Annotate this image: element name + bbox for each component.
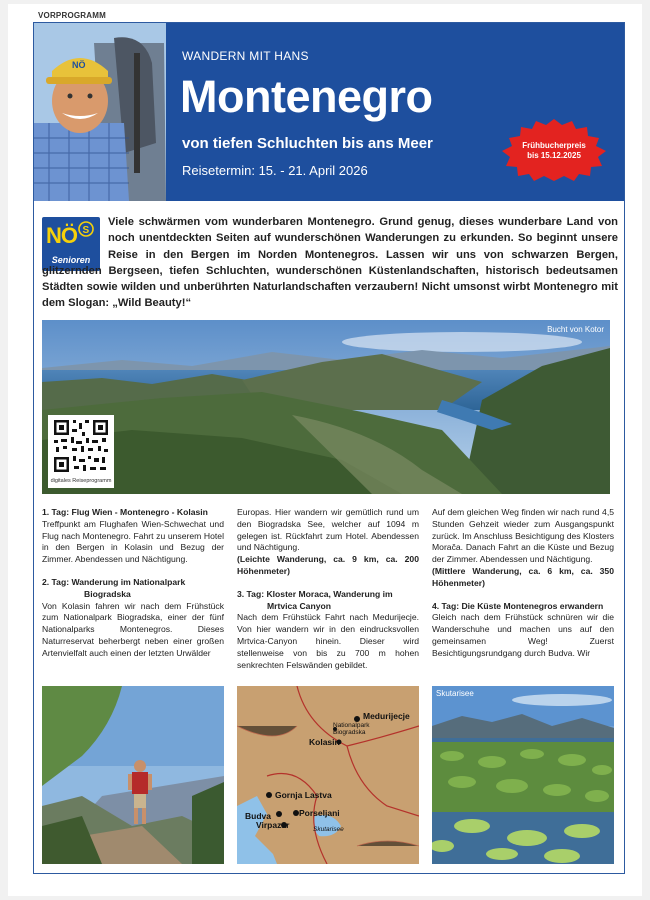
brochure-frame [33, 22, 625, 874]
panorama-photo [42, 320, 610, 494]
day-3-hike-info: (Mittlere Wanderung, ca. 6 km, ca. 350 Höhenmeter) [432, 565, 614, 588]
route-map [237, 686, 419, 864]
itinerary-column-1 [42, 507, 224, 660]
badge-line-2: bis 15.12.2025 [527, 151, 581, 160]
map-label-medurijecje: Medurijecje [363, 711, 410, 721]
itinerary-columns [42, 507, 618, 677]
header-supertitle: WANDERN MIT HANS [182, 49, 309, 63]
day-4-text: Gleich nach dem Frühstück schnüren wir die Wanderschuhe und machen uns auf den gemeinsamen Weg! Zuerst Besichtigungsrundgang durch Budva. Wir [432, 612, 614, 658]
day-2-heading: 2. Tag: Wanderung im Nationalpark [42, 576, 186, 587]
day-1-heading: 1. Tag: Flug Wien - Montenegro - Kolasin [42, 507, 208, 517]
logo-mark: NÖ [46, 223, 77, 248]
panorama-caption: Bucht von Kotor [547, 325, 604, 334]
map-label-skutarisee: Skutarisee [313, 826, 344, 833]
map-label-gornja-lastva: Gornja Lastva [275, 790, 332, 800]
map-label-virpazar: Virpazar [256, 820, 290, 830]
brochure-page [8, 4, 642, 896]
map-label-kolasin: Kolasin [309, 737, 340, 747]
day-3-text: Nach dem Frühstück Fahrt nach Medurijecje. Von hier wandern wir in den eindrucksvollen Mrtvica-Canyon hinein. Dieser wird stellenweise von bis zu 700 m hohen senkrechten Felswänden gebildet. [237, 612, 419, 670]
hiker-photo [42, 686, 224, 864]
travel-date: Reisetermin: 15. - 21. April 2026 [182, 163, 368, 178]
logo-subtitle: Senioren [51, 255, 91, 265]
day-3-heading-cont: Mrtvica Canyon [267, 600, 331, 611]
day-4-heading: 4. Tag: Die Küste Montenegros erwandern [432, 600, 604, 611]
map-label-nationalpark: Nationalpark [333, 722, 370, 729]
early-bird-badge [502, 119, 606, 181]
header-banner [34, 23, 624, 201]
map-label-porseljani: Porseljani [299, 808, 340, 818]
header-title: Montenegro [180, 71, 433, 122]
map-label-biogradska: Biogradska [333, 729, 366, 736]
intro-paragraph [42, 214, 618, 312]
preprogram-label: VORPROGRAMM [38, 11, 106, 20]
itinerary-column-2 [237, 507, 419, 671]
qr-code[interactable] [48, 415, 114, 488]
day-2-hike-info: (Leichte Wanderung, ca. 9 km, ca. 200 Höhenmeter) [237, 554, 419, 576]
badge-line-1: Frühbucherpreis [522, 141, 586, 150]
itinerary-column-3 [432, 507, 614, 660]
svg-text:S: S [82, 225, 90, 236]
map-label-budva: Budva [245, 811, 271, 821]
intro-text: Viele schwärmen vom wunderbaren Montenegro. Grund genug, dieses wunderbare Land von noch unentdeckten Seiten auf wunderschönen Wanderungen zu erkunden. So beginnt unsere Reise in den Bergen im Norden Montenegros. Lassen wir uns von schwarzen Bergen, glitzernden Bergseen, tiefen Schluchten, wunderschönen Küstenlandschaften, historisch bedeutsamen Städten sowie wilden und unberührten Naturlandschaften verzaubern! Nicht umsonst wirbt Montenegro mit dem Slogan: „Wild Beauty!“ [42, 216, 618, 310]
guide-photo [34, 23, 166, 201]
day-3-heading: 3. Tag: Kloster Moraca, Wanderung im [237, 588, 393, 599]
day-2-text: Von Kolasin fahren wir nach dem Frühstück zum Nationalpark Biogradska, einer der fünf Nationalparks Montenegros. Dieses Naturreservat beherbergt neben einer großen Artenvielfalt auch einen der letzten Urwälder [42, 600, 224, 658]
qr-caption: digitales Reiseprogramm [50, 478, 112, 484]
lake-photo-caption: Skutarisee [436, 689, 474, 698]
lake-photo [432, 686, 614, 864]
svg-text:NÖ: NÖ [72, 60, 86, 70]
day-2-heading-cont: Biogradska [84, 588, 131, 599]
day-1-text: Treffpunkt am Flughafen Wien-Schwechat und Flug nach Montenegro. Fahrt zu unserem Hotel in den Bergen in Kolasin und Bezug der Zimmer. Abendessen und Nächtigung. [42, 518, 224, 565]
day-2-text-cont: Europas. Hier wandern wir gemütlich rund um den Biogradska See, welcher auf 1094 m gelegen ist. Rückfahrt zum Hotel. Abendessen und Nächtigung. [237, 507, 419, 553]
day-3-text-cont: Auf dem gleichen Weg finden wir nach rund 4,5 Stunden Gehzeit wieder zum Ausgangspunkt zurück. Im Anschluss Besichtigung des Klosters Morača. Danach Fahrt an die Küste und Bezug der Zimmer. Abendessen und Nächtigung. [432, 507, 614, 565]
qr-code-icon [48, 415, 114, 477]
header-subtitle: von tiefen Schluchten bis ans Meer [182, 135, 433, 152]
